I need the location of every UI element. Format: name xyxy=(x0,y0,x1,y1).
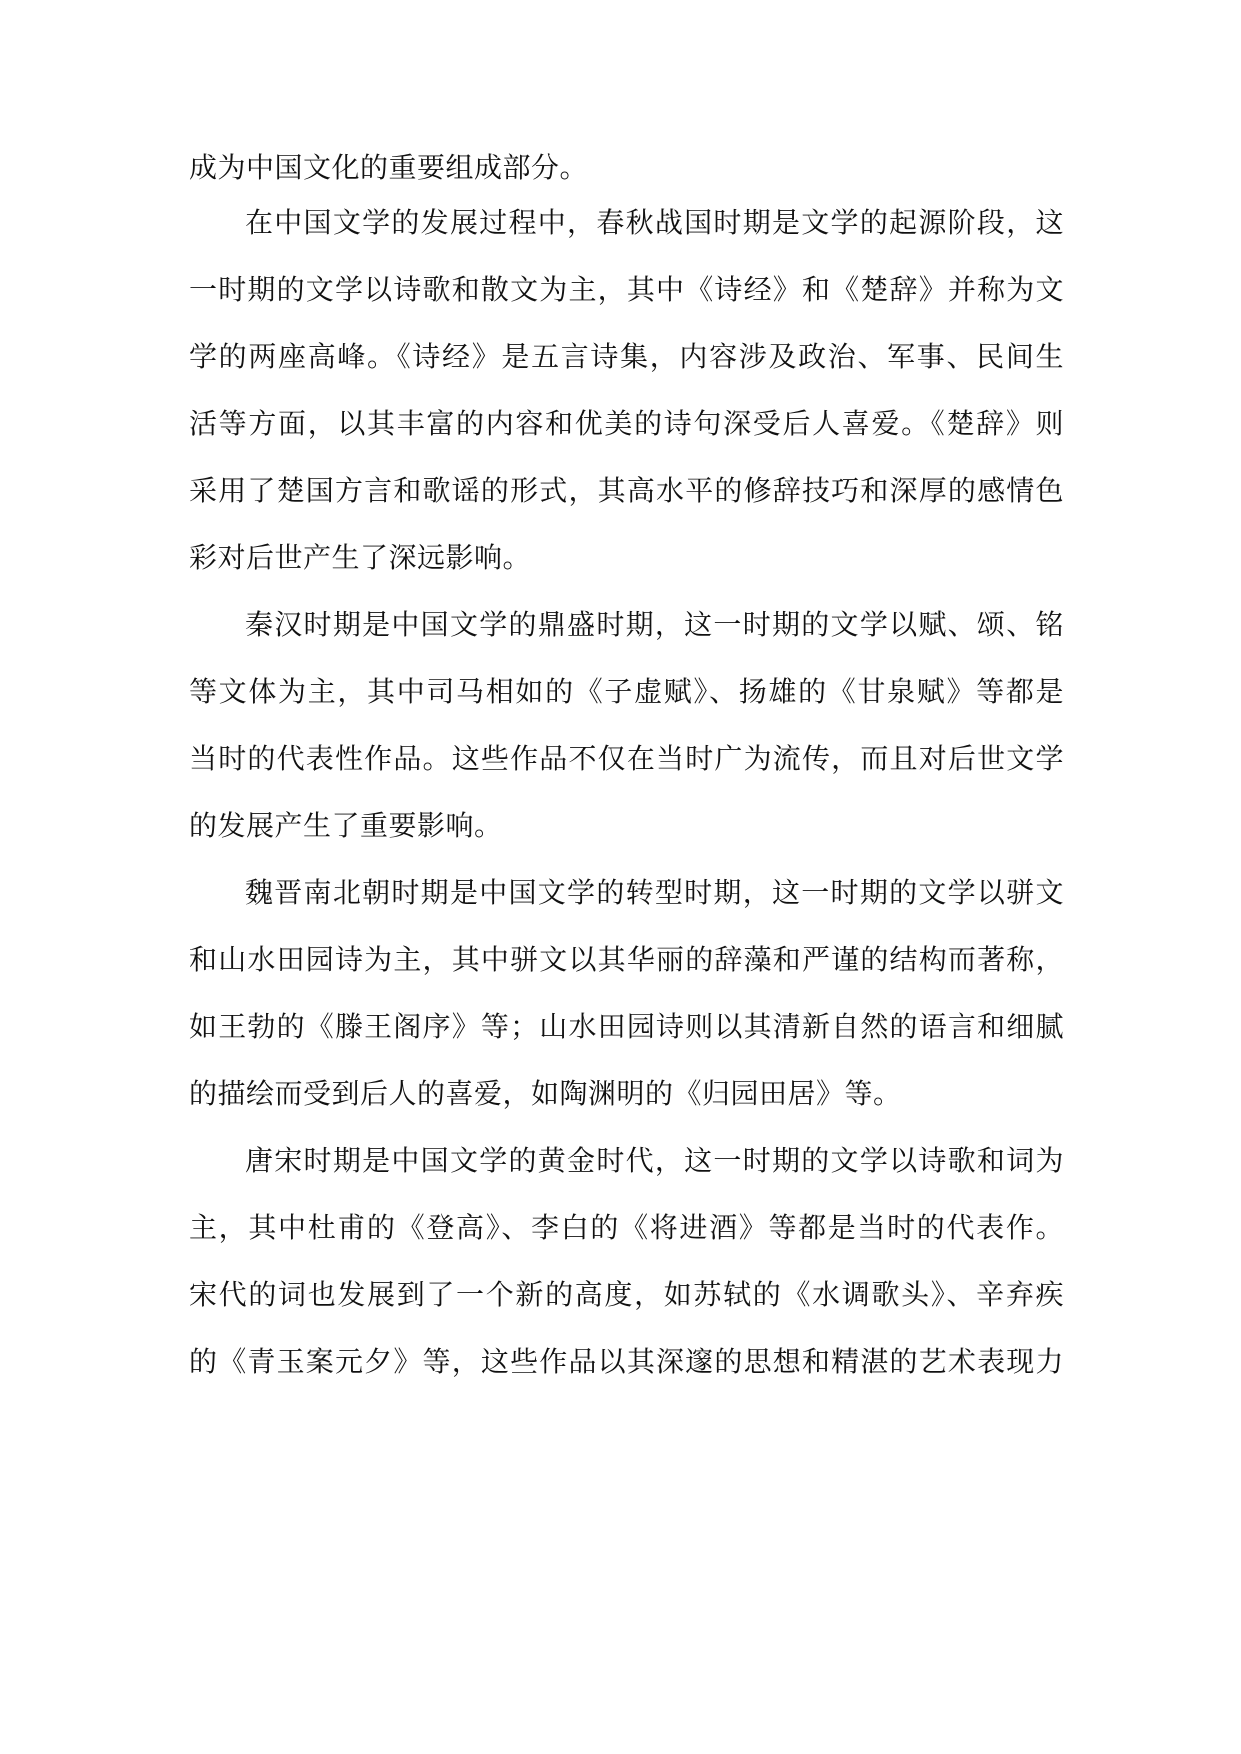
text-line: 的描绘而受到后人的喜爱，如陶渊明的《归园田居》等。 xyxy=(189,1077,902,1110)
text-line: 的《青玉案元夕》等，这些作品以其深邃的思想和精湛的艺术表现力 xyxy=(189,1345,1064,1378)
text-line: 唐宋时期是中国文学的黄金时代，这一时期的文学以诗歌和词为 xyxy=(245,1144,1064,1177)
text-line: 当时的代表性作品。这些作品不仅在当时广为流传，而且对后世文学 xyxy=(189,742,1064,775)
text-line: 采用了楚国方言和歌谣的形式，其高水平的修辞技巧和深厚的感情色 xyxy=(189,474,1064,507)
text-line: 学的两座高峰。《诗经》是五言诗集，内容涉及政治、军事、民间生 xyxy=(189,340,1064,373)
text-line: 和山水田园诗为主，其中骈文以其华丽的辞藻和严谨的结构而著称， xyxy=(189,943,1064,976)
text-line: 在中国文学的发展过程中，春秋战国时期是文学的起源阶段，这 xyxy=(245,206,1064,239)
text-line: 活等方面，以其丰富的内容和优美的诗句深受后人喜爱。《楚辞》则 xyxy=(189,407,1064,440)
text-line: 魏晋南北朝时期是中国文学的转型时期，这一时期的文学以骈文 xyxy=(245,876,1064,909)
text-line: 等文体为主，其中司马相如的《子虚赋》、扬雄的《甘泉赋》等都是 xyxy=(189,675,1064,708)
text-line: 成为中国文化的重要组成部分。 xyxy=(189,151,589,184)
text-line: 主，其中杜甫的《登高》、李白的《将进酒》等都是当时的代表作。 xyxy=(189,1211,1064,1244)
text-line: 的发展产生了重要影响。 xyxy=(189,809,503,842)
text-line: 一时期的文学以诗歌和散文为主，其中《诗经》和《楚辞》并称为文 xyxy=(189,273,1064,306)
text-line: 彩对后世产生了深远影响。 xyxy=(189,541,532,574)
text-line: 宋代的词也发展到了一个新的高度，如苏轼的《水调歌头》、辛弃疾 xyxy=(189,1278,1064,1311)
text-line: 秦汉时期是中国文学的鼎盛时期，这一时期的文学以赋、颂、铭 xyxy=(245,608,1064,641)
text-line: 如王勃的《滕王阁序》等；山水田园诗则以其清新自然的语言和细腻 xyxy=(189,1010,1064,1043)
